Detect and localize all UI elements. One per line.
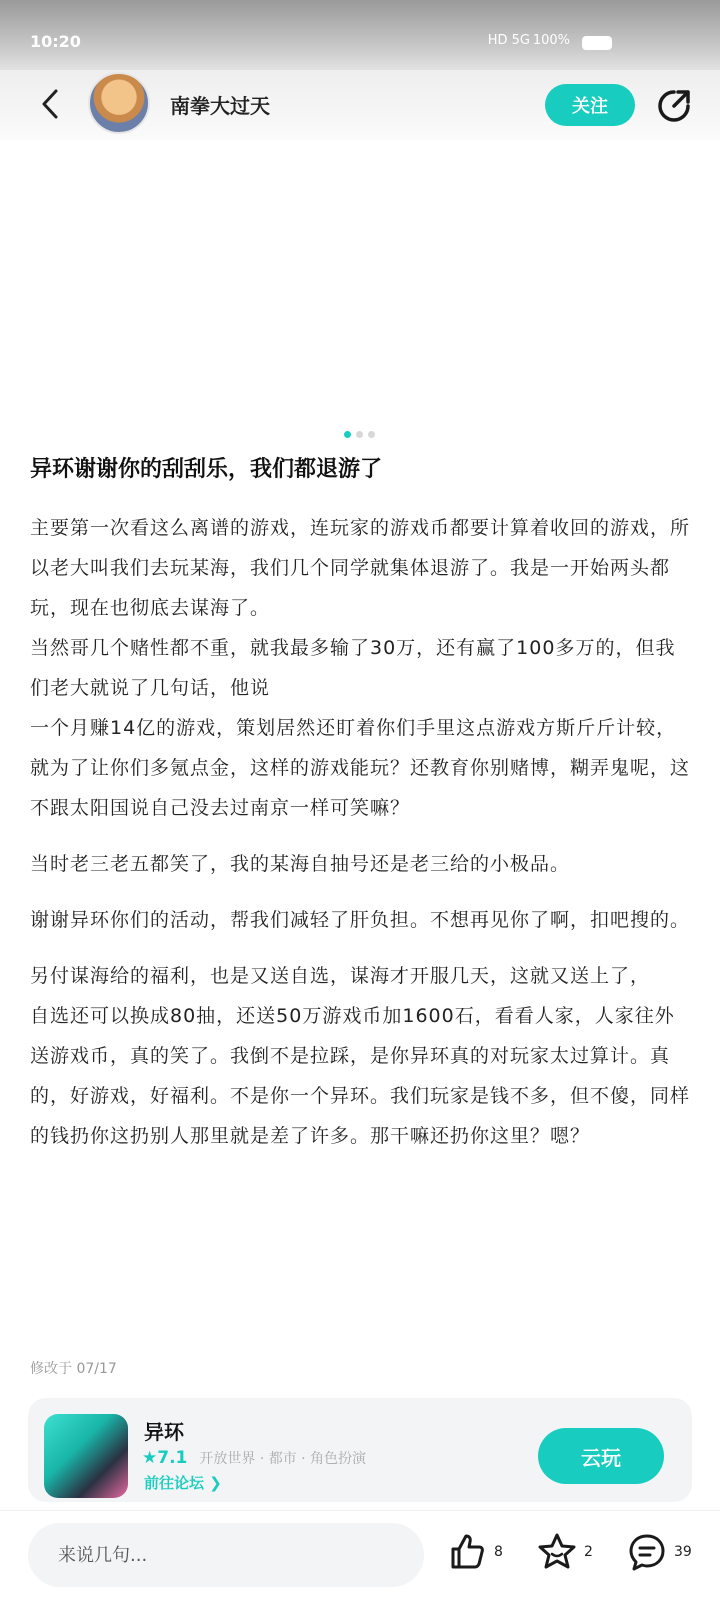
comment-icon xyxy=(626,1531,668,1573)
post-paragraph: 自选还可以换成80抽，还送50万游戏币加1600石，看看人家，人家往外送游戏币，真的笑了。我倒不是拉踩，是你异环真的对玩家太过算计。真的，好游戏，好福利。不是你一个异环。我们玩家是钱不多，但不傻，同样的钱扔你这扔别人那里就是差了许多。那干嘛还扔你这里？嗯？ xyxy=(30,1005,691,1147)
status-time: 10:20 xyxy=(30,32,81,51)
post-title: 异环谢谢你的刮刮乐，我们都退游了 xyxy=(30,457,383,482)
comment-button[interactable] xyxy=(626,1531,692,1573)
author-name[interactable]: 南拳大过天 xyxy=(170,94,270,118)
post-paragraph: 谢谢异环你们的活动，帮我们减轻了肝负担。不想再见你了啊，扣吧搜的。 xyxy=(30,909,691,931)
battery-percent: 100% xyxy=(532,33,570,48)
network-indicator: HD 5G xyxy=(487,33,530,48)
status-bar xyxy=(0,0,720,80)
post-paragraph: 另付谋海给的福利，也是又送自选，谋海才开服几天，这就又送上了， xyxy=(30,965,651,987)
post-body xyxy=(30,508,690,1156)
game-rating: ★7.1 xyxy=(142,1448,188,1468)
post-paragraph: 当然哥几个赌性都不重，就我最多输了30万，还有赢了100多万的，但我们老大就说了几句话，他说 xyxy=(30,637,676,699)
game-icon[interactable] xyxy=(44,1414,128,1498)
carousel-indicator xyxy=(344,431,375,438)
cloud-play-button[interactable]: 云玩 xyxy=(538,1428,664,1484)
game-name: 异环 xyxy=(144,1420,184,1444)
like-button[interactable] xyxy=(446,1531,503,1573)
favorite-button[interactable] xyxy=(536,1531,593,1573)
carousel-dot xyxy=(344,431,351,438)
star-icon xyxy=(536,1531,578,1573)
follow-button[interactable]: 关注 xyxy=(545,84,635,126)
post-paragraph: 当时老三老五都笑了，我的某海自抽号还是老三给的小极品。 xyxy=(30,853,571,875)
bottom-action-bar xyxy=(0,1510,720,1605)
comment-input[interactable] xyxy=(28,1523,424,1587)
game-genre: 开放世界 · 都市 · 角色扮演 xyxy=(199,1451,367,1467)
forum-link[interactable]: 前往论坛 ❯ xyxy=(144,1474,222,1492)
post-paragraph: 一个月赚14亿的游戏，策划居然还盯着你们手里这点游戏方斯斤斤计较，就为了让你们多氪点金，这样的游戏能玩？还教育你别赌博，糊弄鬼呢，这不跟太阳国说自己没去过南京一样可笑嘛？ xyxy=(30,717,691,819)
back-icon[interactable] xyxy=(34,86,70,122)
comment-count: 39 xyxy=(674,1544,692,1560)
carousel-dot xyxy=(356,431,363,438)
battery-icon xyxy=(582,36,612,50)
post-header xyxy=(0,70,720,140)
image-carousel[interactable] xyxy=(0,140,720,420)
edited-timestamp: 修改于 07/17 xyxy=(30,1361,117,1377)
post-paragraph: 主要第一次看这么离谱的游戏，连玩家的游戏币都要计算着收回的游戏，所以老大叫我们去玩某海，我们几个同学就集体退游了。我是一开始两头都玩，现在也彻底去谋海了。 xyxy=(30,517,691,619)
game-meta xyxy=(142,1448,366,1468)
thumbs-up-icon xyxy=(446,1531,488,1573)
favorite-count: 2 xyxy=(584,1544,593,1560)
share-icon[interactable] xyxy=(654,86,694,126)
like-count: 8 xyxy=(494,1544,503,1560)
game-card[interactable] xyxy=(28,1398,692,1502)
author-avatar[interactable] xyxy=(88,72,150,134)
carousel-dot xyxy=(368,431,375,438)
